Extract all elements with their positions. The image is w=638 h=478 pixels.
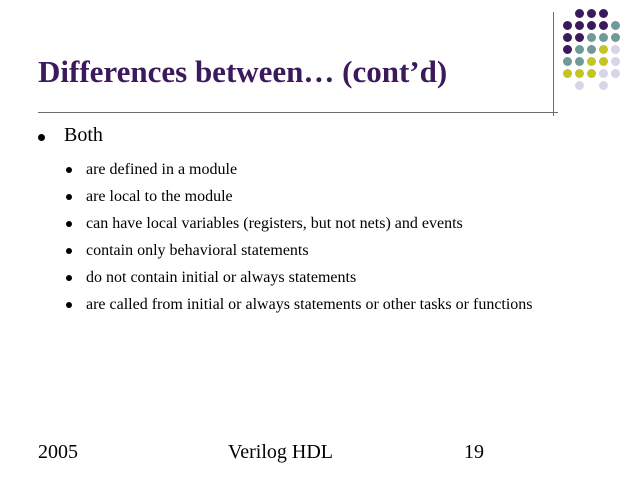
bullet-dot-icon [66, 248, 72, 254]
decorative-dot [575, 57, 584, 66]
decorative-dot [599, 33, 608, 42]
sub-bullet-item [66, 241, 566, 261]
decorative-dot [563, 57, 572, 66]
decorative-dot [599, 21, 608, 30]
sub-bullet-text: contain only behavioral statements [86, 242, 309, 259]
bullet-dot-icon [66, 167, 72, 173]
footer-year: 2005 [38, 441, 78, 463]
decorative-dot [599, 9, 608, 18]
decorative-dot [611, 33, 620, 42]
decorative-dot [611, 69, 620, 78]
decorative-dot [599, 69, 608, 78]
vertical-divider [553, 12, 554, 116]
decorative-dot [575, 69, 584, 78]
slide-title: Differences between… (cont’d) [38, 54, 448, 89]
bullet-dot-icon [38, 134, 45, 141]
sub-bullet-list [66, 160, 566, 322]
decorative-dot [587, 57, 596, 66]
decorative-dot [563, 45, 572, 54]
title-underline [38, 112, 558, 113]
sub-bullet-text: are defined in a module [86, 161, 238, 178]
decorative-dot [587, 45, 596, 54]
bullet-dot-icon [66, 194, 72, 200]
sub-bullet-item [66, 268, 566, 288]
sub-bullet-item [66, 187, 566, 207]
decorative-dot [575, 9, 584, 18]
footer-course: Verilog HDL [228, 441, 333, 463]
decorative-dot [587, 9, 596, 18]
sub-bullet-text: can have local variables (registers, but not nets) and events [86, 215, 463, 232]
decorative-dot [599, 57, 608, 66]
decorative-dot [575, 33, 584, 42]
decorative-dot [563, 33, 572, 42]
decorative-dot [587, 21, 596, 30]
decorative-dot [563, 21, 572, 30]
sub-bullet-text: do not contain initial or always statements [86, 269, 357, 286]
decorative-dot [575, 21, 584, 30]
decorative-dot [575, 45, 584, 54]
decorative-dot [611, 21, 620, 30]
decorative-dot [599, 45, 608, 54]
bullet-level1-text: Both [64, 124, 103, 146]
decorative-dot [587, 69, 596, 78]
sub-bullet-text: are called from initial or always statements or other tasks or functions [86, 296, 533, 313]
bullet-dot-icon [66, 302, 72, 308]
sub-bullet-text: are local to the module [86, 188, 233, 205]
decorative-dot [587, 33, 596, 42]
sub-bullet-item [66, 295, 566, 315]
sub-bullet-item [66, 214, 566, 234]
decorative-dot [563, 69, 572, 78]
decorative-dot [611, 45, 620, 54]
bullet-dot-icon [66, 275, 72, 281]
footer-page-number: 19 [464, 441, 484, 463]
decorative-dot [575, 81, 584, 90]
decorative-dot [611, 57, 620, 66]
bullet-dot-icon [66, 221, 72, 227]
sub-bullet-item [66, 160, 566, 180]
decorative-dot [599, 81, 608, 90]
